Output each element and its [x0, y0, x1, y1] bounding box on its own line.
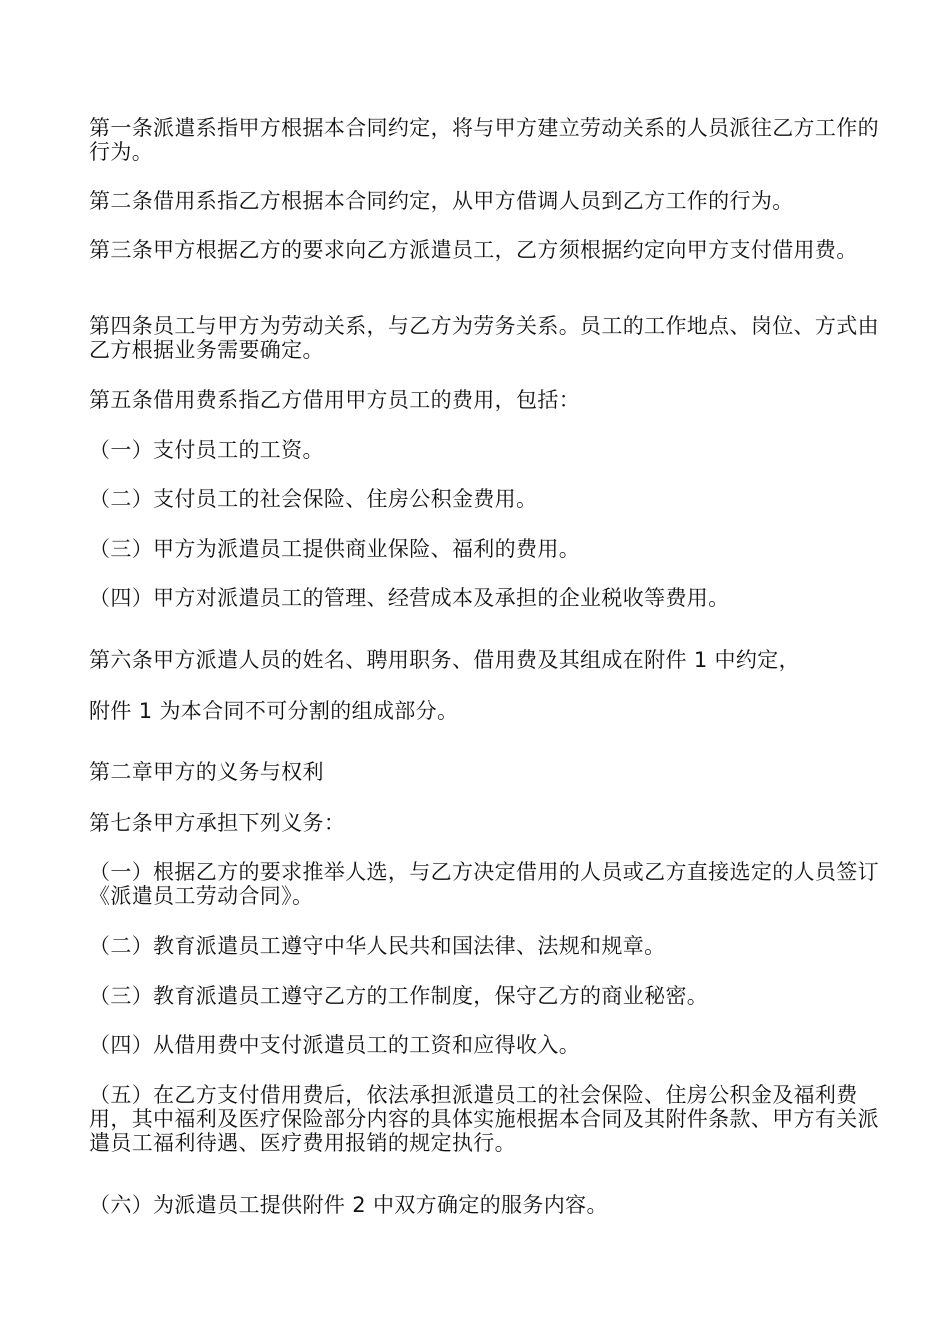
article-5-item-2: （二）支付员工的社会保险、住房公积金费用。: [89, 487, 538, 511]
article-5: 第五条借用费系指乙方借用甲方员工的费用，包括：: [89, 388, 581, 412]
article-7-item-2: （二）教育派遣员工遵守中华人民共和国法律、法规和规章。: [89, 934, 666, 958]
article-7-item-6: （六）为派遣员工提供附件 2 中双方确定的服务内容。: [89, 1193, 608, 1217]
article-5-item-1: （一）支付员工的工资。: [89, 438, 324, 462]
article-4: 第四条员工与甲方为劳动关系，与乙方为劳务关系。员工的工作地点、岗位、方式由乙方根据业务需要确定。: [89, 314, 879, 362]
article-5-item-4: （四）甲方对派遣员工的管理、经营成本及承担的企业税收等费用。: [89, 586, 730, 610]
article-2: 第二条借用系指乙方根据本合同约定，从甲方借调人员到乙方工作的行为。: [89, 189, 794, 213]
article-6: 第六条甲方派遣人员的姓名、聘用职务、借用费及其组成在附件 1 中约定，: [89, 648, 800, 672]
article-6-continued: 附件 1 为本合同不可分割的组成部分。: [89, 699, 459, 723]
article-5-item-3: （三）甲方为派遣员工提供商业保险、福利的费用。: [89, 537, 581, 561]
article-7-item-4: （四）从借用费中支付派遣员工的工资和应得收入。: [89, 1033, 581, 1057]
article-1: 第一条派遣系指甲方根据本合同约定，将与甲方建立劳动关系的人员派往乙方工作的行为。: [89, 116, 879, 164]
chapter-2-heading: 第二章甲方的义务与权利: [89, 760, 324, 784]
article-7: 第七条甲方承担下列义务：: [89, 811, 346, 835]
article-3: 第三条甲方根据乙方的要求向乙方派遣员工，乙方须根据约定向甲方支付借用费。: [89, 238, 858, 262]
article-7-item-5: （五）在乙方支付借用费后，依法承担派遣员工的社会保险、住房公积金及福利费用，其中福利及医疗保险部分内容的具体实施根据本合同及其附件条款、甲方有关派遣员工福利待遇、医疗费用报销的规定执行。: [89, 1083, 879, 1155]
article-7-item-1: （一）根据乙方的要求推举人选，与乙方决定借用的人员或乙方直接选定的人员签订《派遣员工劳动合同》。: [89, 860, 879, 908]
article-7-item-3: （三）教育派遣员工遵守乙方的工作制度，保守乙方的商业秘密。: [89, 984, 709, 1008]
